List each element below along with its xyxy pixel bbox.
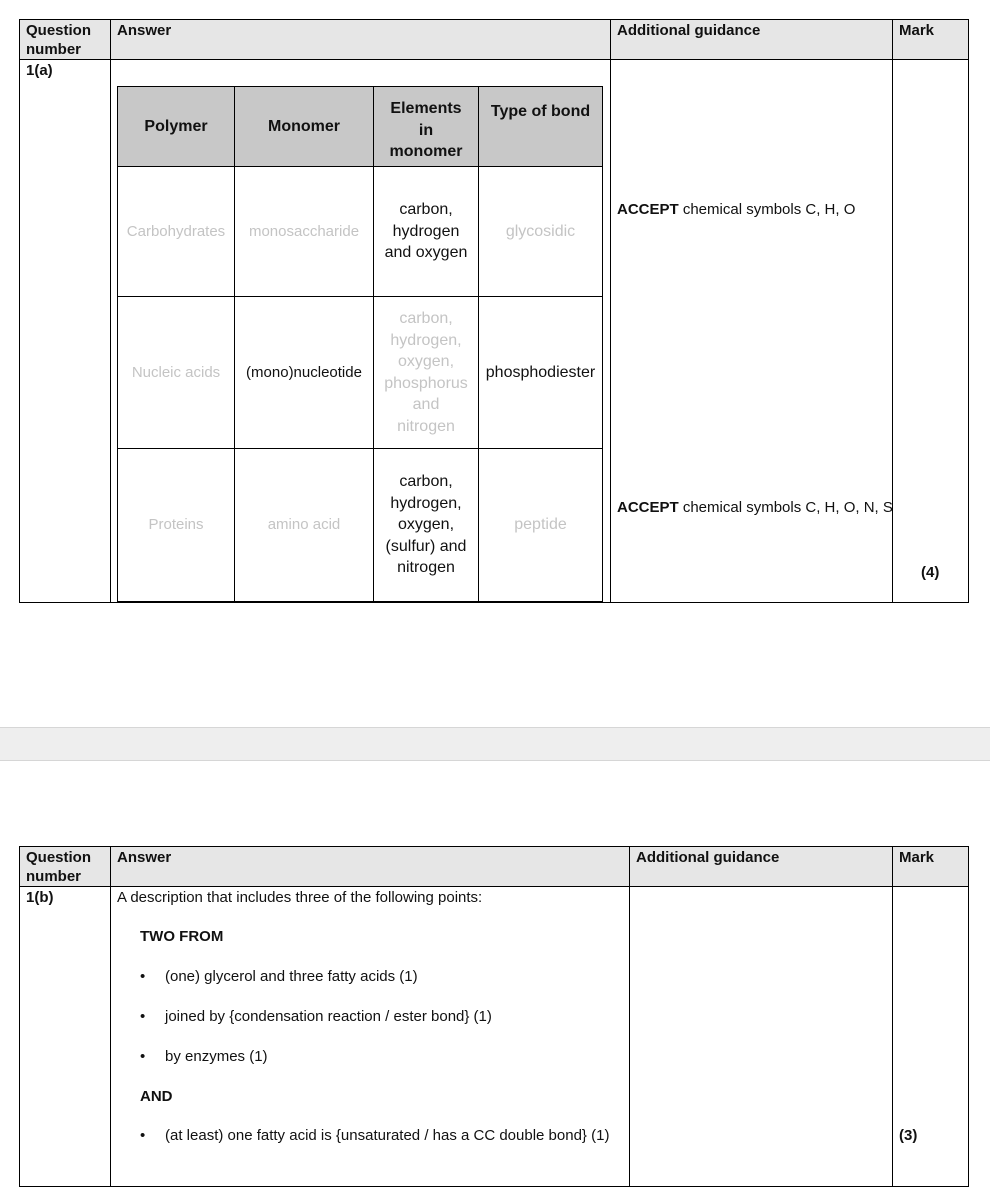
cell-elements-nucleic-acids: carbon, hydrogen, oxygen, phosphorus and nitrogen (384, 310, 468, 435)
cell-polymer-proteins: Proteins (148, 516, 204, 534)
cell-elements-proteins: carbon, hydrogen, oxygen, (sulfur) and nitrogen (385, 473, 467, 577)
list-item (140, 1047, 610, 1067)
cell-polymer-nucleic-acids: Nucleic acids (131, 363, 221, 381)
mark-value: (3) (899, 1127, 918, 1144)
cell-bond-glycosidic: glycosidic (505, 222, 576, 240)
page-break-separator (0, 727, 990, 761)
guidance-accept-chons (617, 499, 893, 516)
list-item (140, 1126, 610, 1146)
header-additional-guidance: Additional guidance (617, 22, 761, 39)
header-additional-guidance: Additional guidance (636, 849, 780, 866)
header-question-number: Question number (26, 22, 92, 58)
bullet-icon: • (140, 968, 146, 985)
guidance-text: chemical symbols C, H, O (678, 201, 856, 218)
accept-keyword: ACCEPT (617, 201, 679, 218)
accept-keyword: ACCEPT (617, 499, 679, 516)
header-question-number: Question number (26, 849, 92, 885)
cell-bond-peptide: peptide (514, 516, 567, 534)
question-number: 1(b) (26, 889, 54, 906)
list-item-text: (one) glycerol and three fatty acids (1) (165, 968, 418, 985)
list-item-text: joined by {condensation reaction / ester bond} (1) (165, 1008, 492, 1025)
header-mark: Mark (899, 849, 935, 866)
guidance-text: chemical symbols C, H, O, N, S (678, 499, 893, 516)
guidance-accept-cho (617, 201, 855, 218)
answer-inner-table (117, 86, 603, 602)
inner-header-polymer: Polymer (118, 87, 234, 166)
cell-monomer-nucleotide: (mono)nucleotide (246, 363, 362, 381)
and-label: AND (140, 1088, 173, 1105)
cell-polymer-carbohydrates: Carbohydrates (126, 222, 226, 240)
cell-bond-phosphodiester: phosphodiester (485, 363, 596, 381)
header-answer: Answer (117, 849, 172, 866)
list-item (140, 1007, 610, 1027)
bullet-icon: • (140, 1008, 146, 1025)
question-number: 1(a) (26, 62, 53, 79)
cell-monomer-amino-acid: amino acid (267, 516, 341, 534)
inner-header-monomer: Monomer (235, 87, 373, 166)
mark-value: (4) (921, 564, 940, 581)
header-answer: Answer (117, 22, 172, 39)
cell-monomer-monosaccharide: monosaccharide (248, 222, 360, 240)
answer-intro: A description that includes three of the following points: (117, 889, 483, 906)
two-from-label: TWO FROM (140, 928, 224, 945)
inner-header-elements: Elements in monomer (374, 95, 478, 166)
inner-header-bond: Type of bond (479, 87, 602, 137)
list-item-text: (at least) one fatty acid is {unsaturated / has a CC double bond} (1) (165, 1127, 610, 1144)
list-item (140, 967, 610, 987)
bullet-icon: • (140, 1127, 146, 1144)
header-mark: Mark (899, 22, 935, 39)
cell-elements-carbohydrates: carbon, hydrogen and oxygen (384, 201, 468, 262)
list-item-text: by enzymes (1) (165, 1048, 268, 1065)
bullet-icon: • (140, 1048, 146, 1065)
